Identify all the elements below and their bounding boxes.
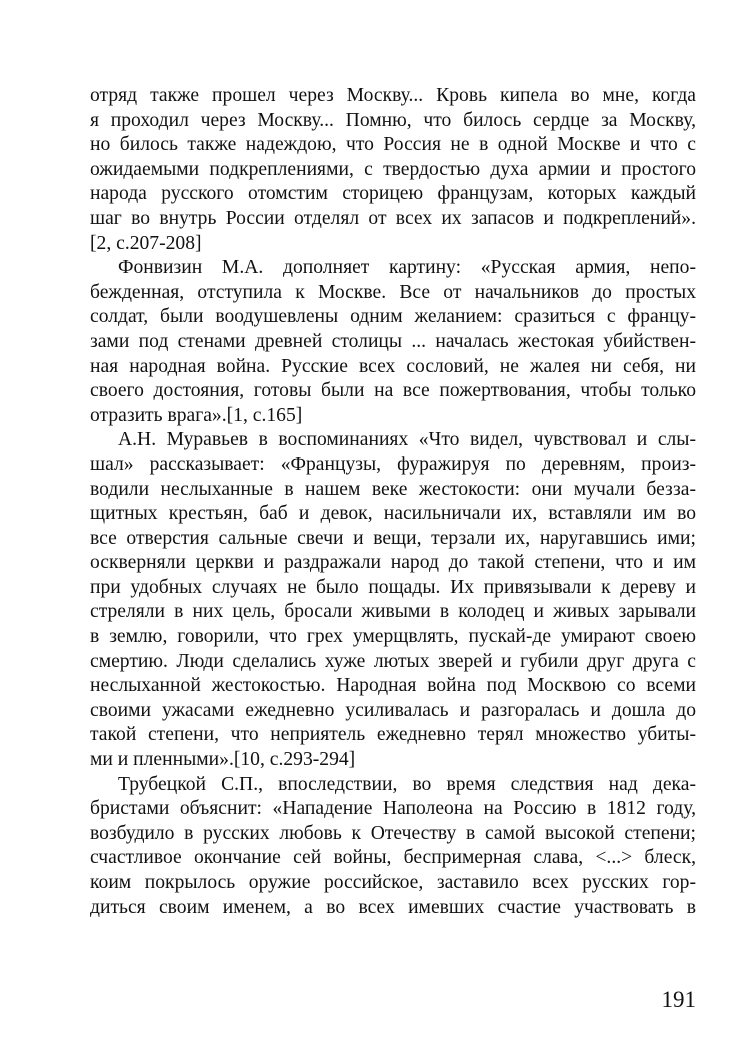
text-line: своими ужасами ежедневно усиливалась и разгоралась и дошла до: [90, 699, 696, 721]
text-line: Трубецкой С.П., впоследствии, во время следствия над дека-: [118, 773, 696, 795]
text-line: [2, с.207-208]: [90, 232, 202, 254]
text-line: неслыханной жестокостью. Народная война под Москвою со всеми: [90, 675, 696, 697]
text-line: шаг во внутрь России отделял от всех их запасов и подкреплений».: [90, 207, 696, 229]
paragraph: [90, 84, 696, 256]
text-line: своего достояния, готовы были на все пожертвования, чтобы только: [90, 380, 696, 402]
text-line: но билось также надеждою, что Россия не в одной Москве и что с: [90, 134, 696, 156]
text-line: оскверняли церкви и раздражали народ до такой степени, что и им: [90, 552, 696, 574]
text-line: смертию. Люди сделались хуже лютых зверей и губили друг друга с: [90, 650, 696, 672]
text-line: ми и пленными».[10, с.293-294]: [90, 749, 356, 771]
text-line: ная народная война. Русские всех сословий, не жалея ни себя, ни: [90, 355, 696, 377]
text-line: зами под стенами древней столицы ... началась жестокая убийствен-: [90, 330, 696, 352]
paragraph: [90, 256, 696, 428]
text-line: ожидаемыми подкреплениями, с твердостью духа армии и простого: [90, 158, 696, 180]
text-line: счастливое окончание сей войны, беспримерная слава, <...> блеск,: [90, 847, 696, 869]
text-line: бристами объяснит: «Нападение Наполеона на Россию в 1812 году,: [90, 798, 696, 820]
text-line: отразить врага».[1, с.165]: [90, 404, 303, 426]
text-line: стреляли в них цель, бросали живыми в колодец и живых зарывали: [90, 601, 696, 623]
text-line: все отверстия сальные свечи и вещи, терзали их, наругавшись ими;: [90, 527, 696, 549]
text-line: я проходил через Москву... Помню, что билось сердце за Москву,: [90, 109, 696, 131]
paragraph: [90, 773, 696, 921]
text-line: А.Н. Муравьев в воспоминаниях «Что видел, чувствовал и слы-: [118, 429, 696, 451]
text-line: бежденная, отступила к Москве. Все от начальников до простых: [90, 281, 696, 303]
text-line: солдат, были воодушевлены одним желанием: сразиться с францу-: [90, 306, 696, 328]
text-line: Фонвизин М.А. дополняет картину: «Русская армия, непо-: [118, 257, 696, 279]
text-line: диться своим именем, а во всех имевших счастие участвовать в: [90, 896, 696, 918]
text-line: народа русского отомстим сторицею французам, которых каждый: [90, 183, 696, 205]
text-line: щитных крестьян, баб и девок, насильничали их, вставляли им во: [90, 503, 696, 525]
paragraph: [90, 428, 696, 772]
page-text: [90, 84, 696, 920]
text-line: водили неслыханные в нашем веке жестокости: они мучали безза-: [90, 478, 696, 500]
text-line: при удобных случаях не было пощады. Их привязывали к дереву и: [90, 576, 696, 598]
text-line: в землю, говорили, что грех умерщвлять, пускай-де умирают своею: [90, 626, 696, 648]
text-line: возбудило в русских любовь к Отечеству в самой высокой степени;: [90, 822, 696, 844]
text-line: такой степени, что неприятель ежедневно терял множество убиты-: [90, 724, 696, 746]
text-line: отряд также прошел через Москву... Кровь кипела во мне, когда: [90, 85, 696, 106]
text-line: коим покрылось оружие российское, заставило всех русских гор-: [90, 872, 696, 893]
text-line: шал» рассказывает: «Французы, фуражируя по деревням, произ-: [90, 453, 696, 475]
page-number: 191: [661, 987, 696, 1012]
